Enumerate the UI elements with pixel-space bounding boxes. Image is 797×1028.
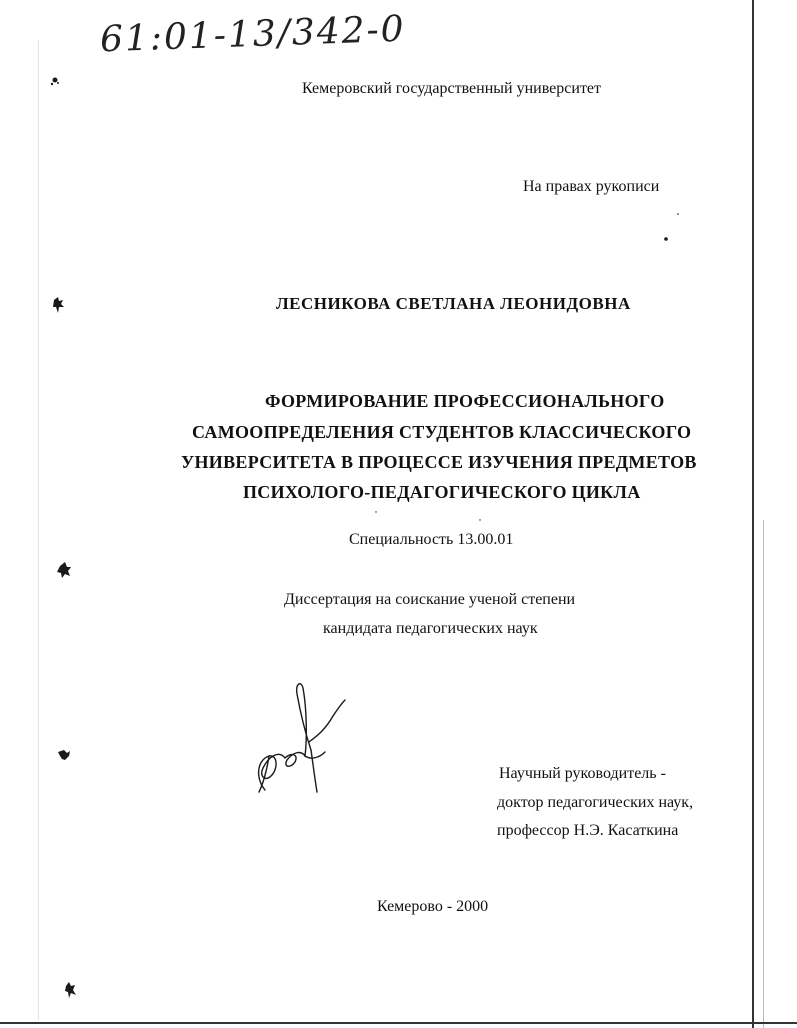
degree-line-2: кандидата педагогических наук (323, 620, 538, 637)
punch-mark-4 (58, 750, 70, 760)
supervisor-line-3: профессор Н.Э. Касаткина (497, 822, 679, 839)
archive-number: 61:01-13/342-0 (99, 8, 407, 61)
supervisor-line-1: Научный руководитель - (499, 765, 666, 782)
dissertation-title-line-1: ФОРМИРОВАНИЕ ПРОФЕССИОНАЛЬНОГО (265, 391, 665, 411)
place-year: Кемерово - 2000 (377, 898, 489, 915)
degree-line-1: Диссертация на соискание ученой степени (284, 591, 576, 608)
dissertation-title-line-2: САМООПРЕДЕЛЕНИЯ СТУДЕНТОВ КЛАССИЧЕСКОГО (192, 422, 692, 442)
speck-4 (479, 519, 480, 520)
punch-mark-2 (53, 297, 64, 313)
speck-2 (677, 213, 679, 215)
punch-mark-1 (51, 78, 59, 86)
punch-mark-5 (65, 982, 76, 998)
rights-note: На правах рукописи (523, 178, 660, 195)
speck-1 (664, 237, 668, 241)
author-name: ЛЕСНИКОВА СВЕТЛАНА ЛЕОНИДОВНА (276, 294, 631, 313)
punch-mark-3 (57, 562, 71, 578)
specialty: Специальность 13.00.01 (349, 531, 514, 548)
speck-3 (375, 511, 376, 512)
dissertation-title-line-3: УНИВЕРСИТЕТА В ПРОЦЕССЕ ИЗУЧЕНИЯ ПРЕДМЕТОВ (181, 452, 697, 472)
dissertation-title-line-4: ПСИХОЛОГО-ПЕДАГОГИЧЕСКОГО ЦИКЛА (243, 482, 641, 502)
supervisor-line-2: доктор педагогических наук, (497, 794, 694, 811)
university-name: Кемеровский государственный университет (301, 80, 602, 97)
